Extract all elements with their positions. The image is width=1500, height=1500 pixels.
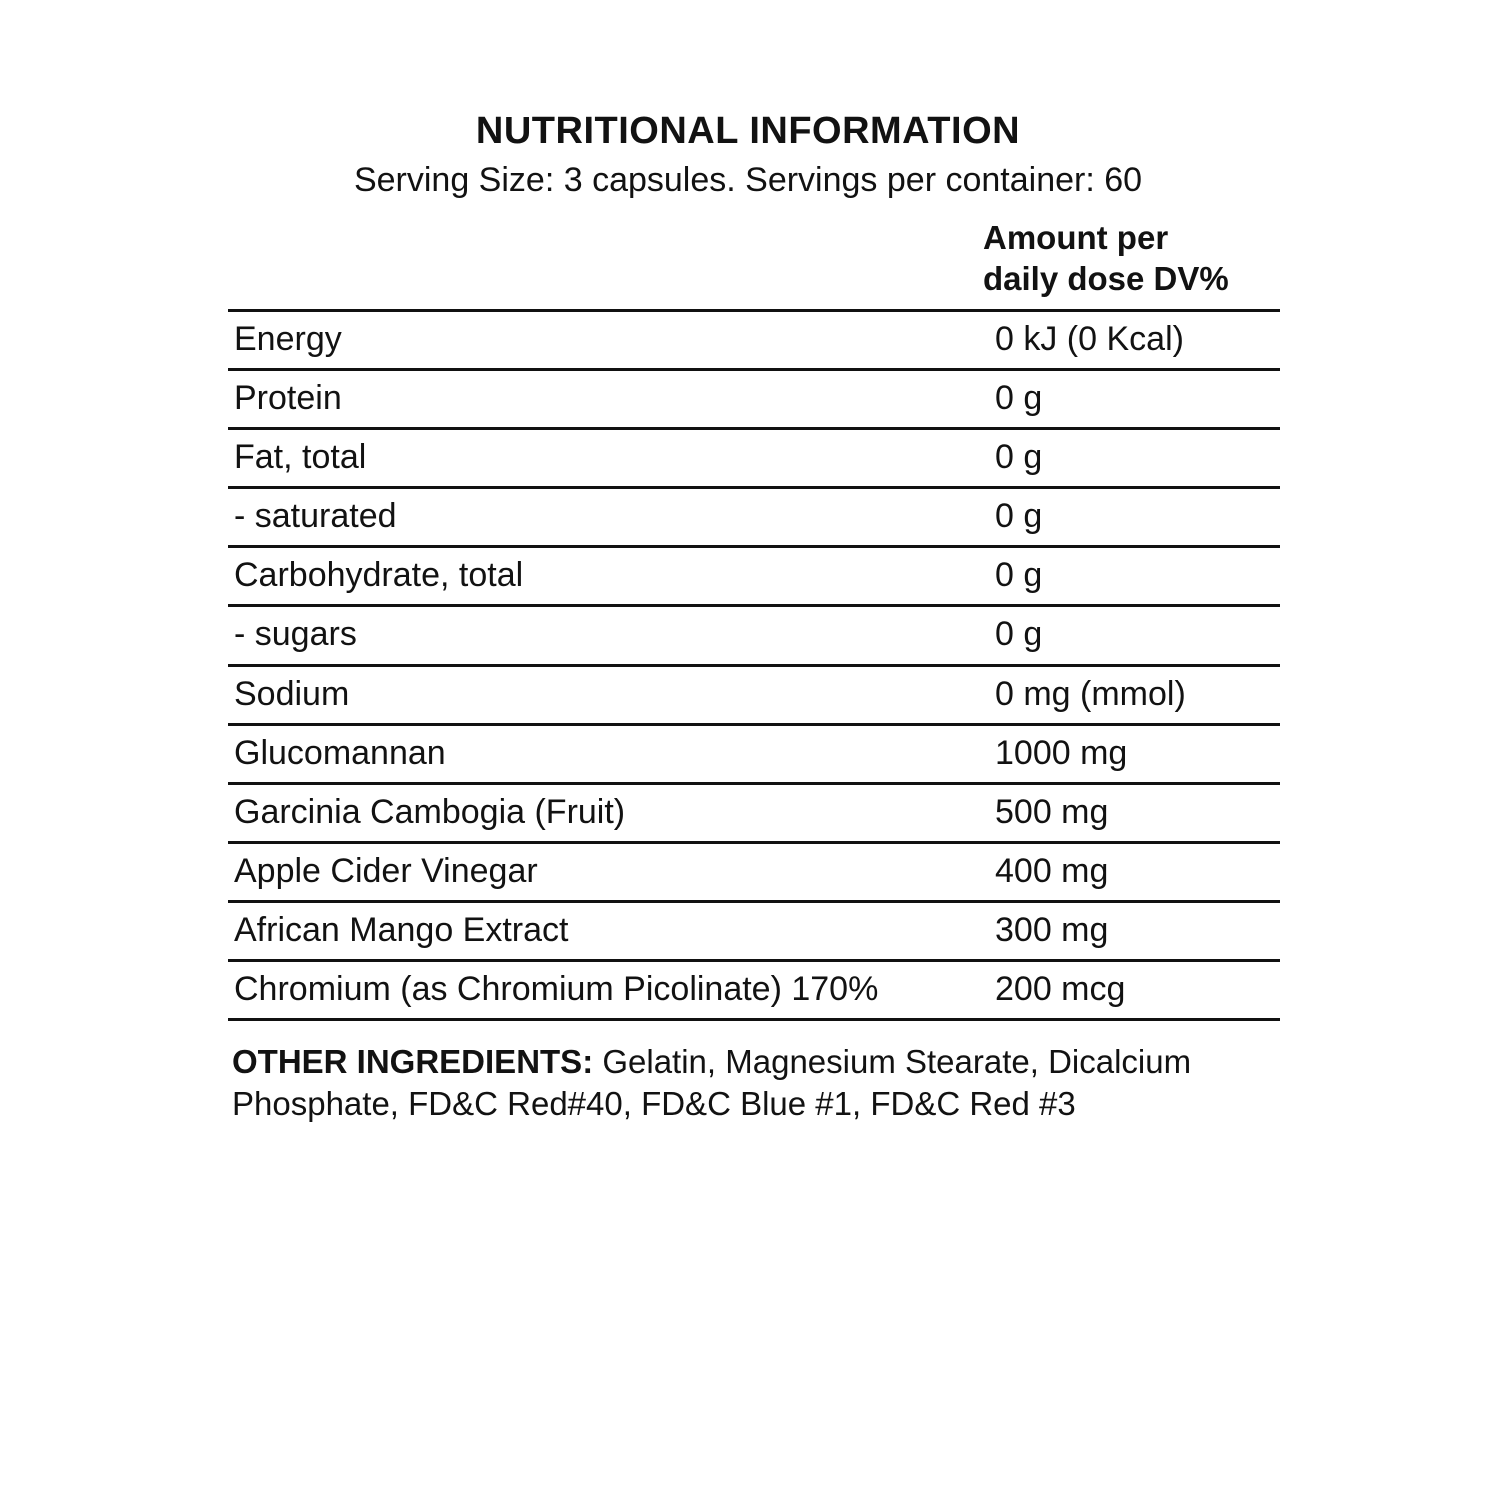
nutrient-value: 0 g: [989, 488, 1280, 547]
table-row: [228, 429, 1280, 488]
nutrient-label: - sugars: [228, 606, 989, 665]
other-ingredients: [228, 1041, 1268, 1125]
nutrient-label: Protein: [228, 370, 989, 429]
table-row: [228, 783, 1280, 842]
table-row: [228, 310, 1280, 369]
table-row: [228, 665, 1280, 724]
nutrition-table: [228, 309, 1280, 1021]
nutrient-value: 0 mg (mmol): [989, 665, 1280, 724]
serving-size-text: Serving Size: 3 capsules. Servings per container: 60: [353, 160, 1143, 199]
nutrient-value: 0 g: [989, 606, 1280, 665]
page-title: NUTRITIONAL INFORMATION: [475, 110, 1021, 152]
nutrient-value: 300 mg: [989, 901, 1280, 960]
amount-header-line-1: Amount per: [983, 219, 1169, 257]
nutrition-facts-panel: [228, 110, 1268, 1126]
nutrient-value: 0 g: [989, 370, 1280, 429]
nutrient-label: Apple Cider Vinegar: [228, 842, 989, 901]
nutrient-value: 200 mcg: [989, 961, 1280, 1020]
nutrient-label: Energy: [228, 310, 989, 369]
nutrient-value: 0 kJ (0 Kcal): [989, 310, 1280, 369]
nutrient-value: 500 mg: [989, 783, 1280, 842]
table-row: [228, 961, 1280, 1020]
nutrient-label: Fat, total: [228, 429, 989, 488]
nutrient-label: Chromium (as Chromium Picolinate) 170%: [228, 961, 989, 1020]
nutrient-label: Carbohydrate, total: [228, 547, 989, 606]
nutrient-label: Glucomannan: [228, 724, 989, 783]
nutrient-label: Garcinia Cambogia (Fruit): [228, 783, 989, 842]
table-row: [228, 724, 1280, 783]
nutrient-value: 0 g: [989, 547, 1280, 606]
other-ingredients-text: Gelatin, Magnesium Stearate, Dicalcium Phosphate, FD&C Red#40, FD&C Blue #1, FD&C Red #3: [232, 1043, 1192, 1123]
table-row: [228, 370, 1280, 429]
nutrient-value: 1000 mg: [989, 724, 1280, 783]
nutrient-label: Sodium: [228, 665, 989, 724]
nutrient-value: 0 g: [989, 429, 1280, 488]
other-ingredients-heading: OTHER INGREDIENTS:: [232, 1043, 594, 1081]
amount-header-line-2: daily dose DV%: [983, 259, 1229, 297]
amount-per-dose-header: [228, 218, 1268, 309]
table-row: [228, 547, 1280, 606]
nutrient-label: - saturated: [228, 488, 989, 547]
nutrient-label: African Mango Extract: [228, 901, 989, 960]
table-row: [228, 488, 1280, 547]
nutrient-value: 400 mg: [989, 842, 1280, 901]
table-row: [228, 842, 1280, 901]
table-row: [228, 606, 1280, 665]
table-row: [228, 901, 1280, 960]
